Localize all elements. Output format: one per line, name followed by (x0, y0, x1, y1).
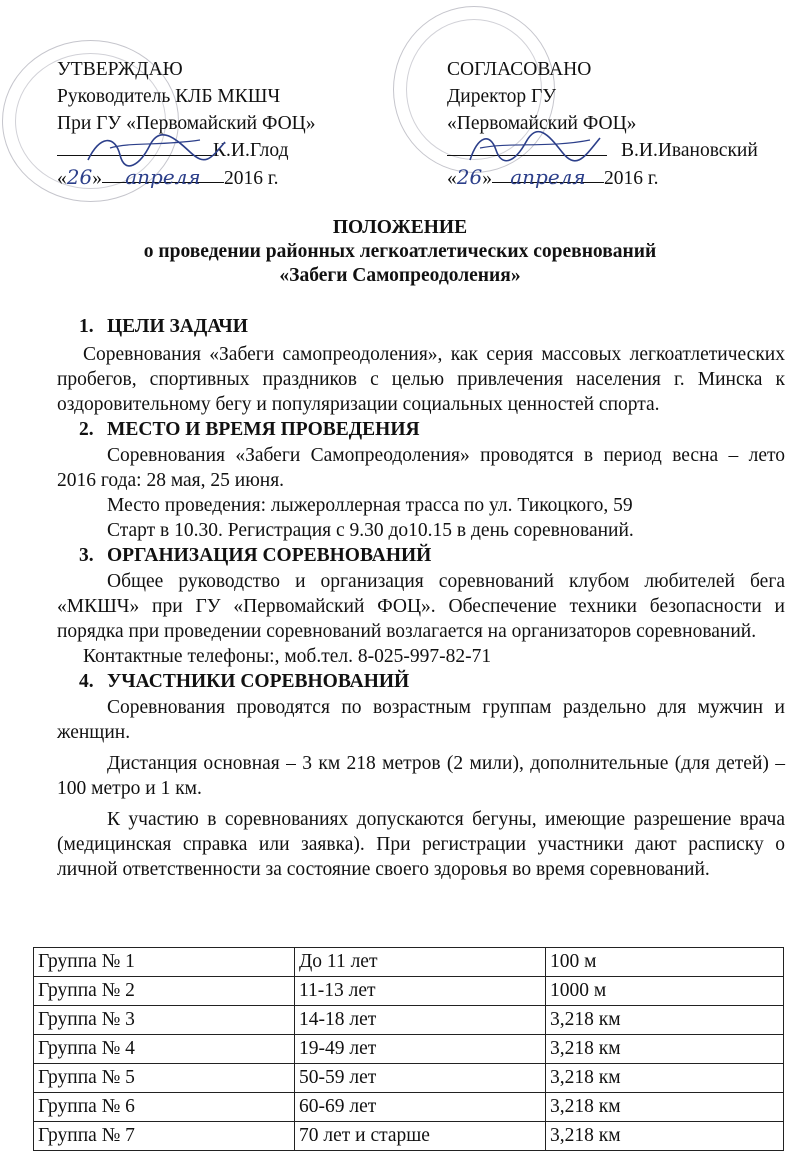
section-heading-4 (57, 669, 785, 695)
table-row (34, 1035, 784, 1064)
quote-open: « (57, 168, 67, 189)
approve-title: СОГЛАСОВАНО (447, 59, 592, 80)
table-row (34, 1064, 784, 1093)
quote-open: « (447, 168, 457, 189)
approve-organization: При ГУ «Первомайский ФОЦ» (57, 113, 316, 134)
group-cell: Группа № 4 (34, 1035, 295, 1064)
date-day: 26 (456, 165, 483, 189)
approve-title: УТВЕРЖДАЮ (57, 59, 183, 80)
distance-cell: 100 м (546, 948, 784, 977)
section-3-paragraph-2: Контактные телефоны:, моб.тел. 8-025-997-82-71 (83, 646, 492, 667)
group-cell: Группа № 1 (34, 948, 295, 977)
age-cell: 60-69 лет (295, 1093, 546, 1122)
age-groups-table (33, 947, 784, 1151)
section-number: 1. (79, 316, 94, 337)
section-3-paragraph-1: Общее руководство и организация соревнований клубом любителей бега «МКШЧ» при ГУ «Первомайский ФОЦ». Обеспечение техники безопасности и порядка при проведении соревнований возлагается на организаторов соревнований. (57, 571, 785, 642)
date-month: апреля (510, 165, 586, 189)
group-cell: Группа № 6 (34, 1093, 295, 1122)
table-row (34, 1093, 784, 1122)
group-cell: Группа № 7 (34, 1122, 295, 1151)
approval-block-right (447, 56, 787, 192)
group-cell: Группа № 3 (34, 1006, 295, 1035)
section-4-paragraph-1: Соревнования проводятся по возрастным группам раздельно для мужчин и женщин. (57, 697, 785, 743)
quote-close: » (92, 168, 102, 189)
section-heading-1 (57, 314, 785, 340)
approve-position: Директор ГУ (447, 86, 557, 107)
signature-left-image (80, 130, 230, 170)
distance-cell: 3,218 км (546, 1006, 784, 1035)
distance-cell: 1000 м (546, 977, 784, 1006)
age-cell: 14-18 лет (295, 1006, 546, 1035)
section-heading-3 (57, 543, 785, 569)
date-month: апреля (125, 165, 201, 189)
table-row (34, 977, 784, 1006)
signer-name: В.И.Ивановский (621, 140, 758, 161)
age-cell: 19-49 лет (295, 1035, 546, 1064)
age-cell: До 11 лет (295, 948, 546, 977)
group-cell: Группа № 5 (34, 1064, 295, 1093)
distance-cell: 3,218 км (546, 1122, 784, 1151)
distance-cell: 3,218 км (546, 1093, 784, 1122)
approval-block-left (57, 56, 387, 192)
section-title: ЦЕЛИ ЗАДАЧИ (107, 316, 248, 337)
age-cell: 70 лет и старше (295, 1122, 546, 1151)
title-line-1: ПОЛОЖЕНИЕ (332, 217, 468, 238)
signer-name: К.И.Глод (213, 140, 289, 161)
document-body (57, 314, 785, 882)
table-body (34, 948, 784, 1151)
section-number: 2. (79, 419, 94, 440)
title-line-2: о проведении районных легкоатлетических соревнований (143, 241, 657, 262)
section-4-paragraph-2: Дистанция основная – 3 км 218 метров (2 мили), дополнительные (для детей) – 100 метро и 1 км. (57, 753, 785, 799)
signature-right-image (460, 128, 610, 168)
section-2-paragraph-1: Соревнования «Забеги Самопреодоления» проводятся в период весна – лето 2016 года: 28 мая, 25 июня. (57, 445, 785, 491)
section-2-paragraph-3: Старт в 10.30. Регистрация с 9.30 до10.15 в день соревнований. (107, 520, 634, 541)
section-number: 4. (79, 671, 94, 692)
age-cell: 50-59 лет (295, 1064, 546, 1093)
section-title: МЕСТО И ВРЕМЯ ПРОВЕДЕНИЯ (107, 419, 420, 440)
section-2-paragraph-2: Место проведения: лыжероллерная трасса по ул. Тикоцкого, 59 (107, 495, 633, 516)
distance-cell: 3,218 км (546, 1064, 784, 1093)
group-cell: Группа № 2 (34, 977, 295, 1006)
document-title (0, 216, 800, 288)
table-row (34, 1006, 784, 1035)
date-year: 2016 г. (223, 168, 279, 189)
section-heading-2 (57, 417, 785, 443)
section-4-paragraph-3: К участию в соревнованиях допускаются бегуны, имеющие разрешение врача (медицинская справка или заявка). При регистрации участники дают расписку о личной ответственности за состояние своего здоровья во время соревнований. (57, 809, 785, 880)
distance-cell: 3,218 км (546, 1035, 784, 1064)
table-row (34, 948, 784, 977)
date-day: 26 (66, 165, 93, 189)
approve-position: Руководитель КЛБ МКШЧ (57, 86, 281, 107)
quote-close: » (482, 168, 492, 189)
section-title: ОРГАНИЗАЦИЯ СОРЕВНОВАНИЙ (107, 545, 432, 566)
date-year: 2016 г. (603, 168, 659, 189)
approve-organization: «Первомайский ФОЦ» (447, 113, 637, 134)
section-1-paragraph: Соревнования «Забеги самопреодоления», как серия массовых легкоатлетических пробегов, спортивных праздников с целью привлечения населения г. Минска к оздоровительному бегу и популяризации социальных ценностей спорта. (57, 344, 785, 415)
section-title: УЧАСТНИКИ СОРЕВНОВАНИЙ (107, 671, 410, 692)
title-line-3: «Забеги Самопреодоления» (279, 265, 521, 286)
age-cell: 11-13 лет (295, 977, 546, 1006)
section-number: 3. (79, 545, 94, 566)
approval-date (447, 164, 787, 192)
table-row (34, 1122, 784, 1151)
